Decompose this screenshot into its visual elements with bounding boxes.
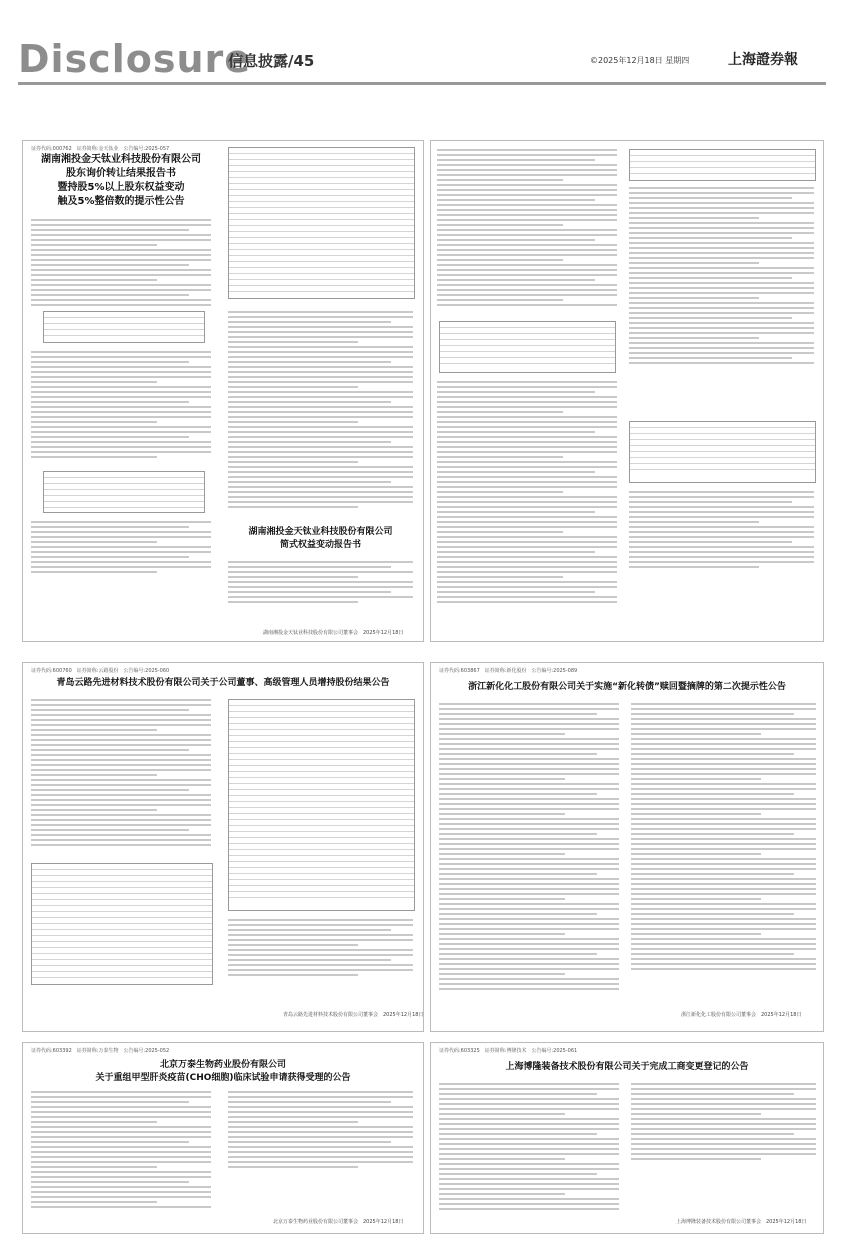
dateline: ©2025年12月18日 星期四 [590, 56, 690, 65]
notice-jintian-continued [430, 140, 824, 642]
body-text-lines [437, 149, 617, 309]
body-text-lines [228, 919, 413, 979]
notice-title [435, 1061, 819, 1073]
body-text-lines [629, 491, 814, 571]
notice-signature: 青岛云路先进材料技术股份有限公司董事会 2025年12月18日 [283, 1012, 424, 1018]
body-text-lines [629, 187, 814, 367]
section-label: 信息披露/45 [228, 52, 315, 70]
notice-title-line: 股东询价转让结果报告书 [66, 168, 176, 179]
notice-title-line: 青岛云路先进材料技术股份有限公司关于公司董事、高级管理人员增持股份结果公告 [56, 678, 390, 688]
shareholder-table [228, 147, 415, 299]
notice-xinhua [430, 662, 824, 1032]
info-table [439, 321, 616, 373]
header-rule [18, 82, 826, 85]
notice-title-line: 关于重组甲型肝炎疫苗(CHO细胞)临床试验申请获得受理的公告 [95, 1073, 351, 1083]
body-text-lines [31, 521, 211, 576]
notice-codes: 证券代码:603867 证券简称:新化股份 公告编号:2025-089 [439, 668, 578, 674]
notice-title-line: 北京万泰生物药业股份有限公司 [159, 1060, 286, 1070]
body-text-lines [439, 1083, 619, 1213]
notice-secondary-title-line: 湖南湘投金天钛业科技股份有限公司 [248, 527, 393, 537]
body-text-lines [31, 1091, 211, 1211]
body-text-lines [228, 561, 413, 606]
notice-title [27, 1059, 419, 1085]
notice-codes: 证券代码:600760 证券简称:云路股份 公告编号:2025-060 [31, 668, 170, 674]
body-text-lines [31, 699, 211, 849]
notice-title-line: 湖南湘投金天钛业科技股份有限公司 [41, 154, 201, 165]
holding-table [43, 311, 205, 343]
notice-title-line: 上海博隆装备技术股份有限公司关于完成工商变更登记的公告 [505, 1062, 749, 1072]
body-text-lines [631, 703, 816, 973]
body-text-lines [31, 351, 211, 461]
page-header [0, 0, 843, 82]
body-text-lines [228, 1091, 413, 1171]
notice-secondary-title [228, 526, 413, 552]
body-text-lines [228, 311, 413, 511]
body-text-lines [439, 703, 619, 993]
newspaper-name: 上海證券報 [728, 52, 798, 68]
notice-yunlu [22, 662, 424, 1032]
notice-wantai [22, 1042, 424, 1234]
notice-signature: 湖南湘投金天钛业科技股份有限公司董事会 2025年12月18日 [263, 630, 404, 636]
notice-codes: 证券代码:000762 证券简称:金天钛业 公告编号:2025-057 [31, 146, 170, 152]
body-text-lines [631, 1083, 816, 1163]
notice-title [435, 681, 819, 693]
change-table [629, 149, 816, 181]
notice-codes: 证券代码:603325 证券简称:博隆技术 公告编号:2025-061 [439, 1048, 578, 1054]
plan-table [31, 863, 213, 985]
notice-secondary-title-line: 简式权益变动报告书 [279, 540, 361, 550]
notice-title [27, 677, 419, 689]
attachment-table [629, 421, 816, 483]
notice-title-line: 浙江新化化工股份有限公司关于实施“新化转债”赎回暨摘牌的第二次提示性公告 [468, 682, 786, 692]
increase-table [228, 699, 415, 911]
notice-title-line: 暨持股5%以上股东权益变动 [57, 182, 185, 193]
body-text-lines [31, 219, 211, 309]
notice-codes: 证券代码:603392 证券简称:万泰生物 公告编号:2025-052 [31, 1048, 170, 1054]
notice-bolong [430, 1042, 824, 1234]
notice-title [31, 153, 211, 209]
notice-title-line: 触及5%整倍数的提示性公告 [57, 196, 185, 207]
notice-signature: 上海博隆装备技术股份有限公司董事会 2025年12月18日 [676, 1219, 807, 1225]
notice-signature: 浙江新化化工股份有限公司董事会 2025年12月18日 [681, 1012, 802, 1018]
notice-signature: 北京万泰生物药业股份有限公司董事会 2025年12月18日 [273, 1219, 404, 1225]
body-text-lines [437, 381, 617, 606]
masthead-disclosure: Disclosure [18, 37, 252, 81]
notice-jintian [22, 140, 424, 642]
transfer-table [43, 471, 205, 513]
